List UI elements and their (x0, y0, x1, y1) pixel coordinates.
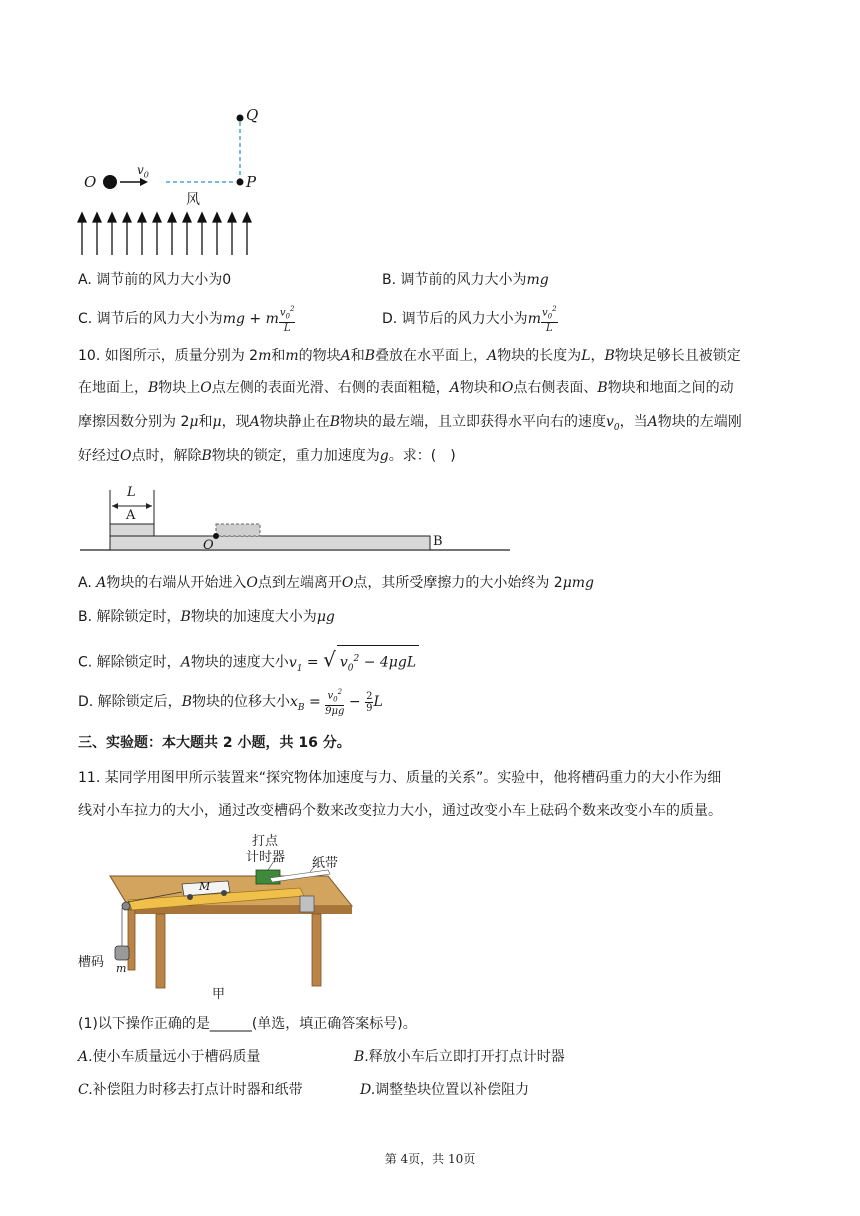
q11-sub1-option-d: D.调整垫块位置以补偿阻力 (360, 1082, 530, 1098)
label-jia: 甲 (212, 987, 226, 1002)
q10-option-c: C. 解除锁定时，A物块的速度大小$v_1$ = √ $v_0^2 - 4\mu gL$ (78, 645, 419, 681)
q11-sub1-option-a: A.使小车质量远小于槽码质量 (78, 1049, 261, 1065)
q11-sub1-stem: (1)以下操作正确的是______(单选，填正确答案标号)。 (78, 1016, 417, 1032)
label-timer-1: 打点 (252, 834, 279, 849)
label-o-2: O (203, 538, 214, 553)
q10-option-b: B. 解除锁定时，B物块的加速度大小为μg (78, 609, 335, 625)
point-q (237, 115, 244, 122)
q11-line-1: 11. 某同学用图甲所示装置来“探究物体加速度与力、质量的关系”。实验中，他将槽码重力的大小作为细 (78, 770, 722, 786)
label-b: B (433, 534, 443, 549)
q10-line-1: 10. 如图所示，质量分别为 2m和m的物块A和B叠放在水平面上，A物块的长度为L，B物块足够长且被锁定 (78, 348, 741, 364)
wind-arrows (78, 213, 251, 255)
table-leg (156, 914, 165, 988)
ball-o (103, 175, 117, 189)
label-q: Q (246, 106, 259, 124)
q9-option-b: B. 调节前的风力大小为mg (382, 272, 549, 288)
q9-option-a: A. 调节前的风力大小为0 (78, 272, 232, 288)
label-m-weight: m (116, 962, 127, 975)
label-weight: 槽码 (78, 955, 105, 970)
block-a (110, 524, 154, 536)
label-o: O (84, 173, 97, 191)
pulley (122, 902, 130, 910)
label-p: P (246, 173, 257, 191)
label-timer-2: 计时器 (246, 850, 286, 865)
q10-line-4: 好经过O点时，解除B物块的锁定，重力加速度为g。求：( ) (78, 448, 456, 464)
block-b (110, 536, 430, 550)
label-m-cart: M (199, 880, 211, 893)
q10-line-3: 摩擦因数分别为 2μ和μ，现A物块静止在B物块的最左端，且立即获得水平向右的速度$v_0$，当A物块的左端刚 (78, 414, 742, 433)
label-a: A (126, 508, 136, 523)
label-v0: $v_0$ (137, 163, 149, 180)
q11-sub1-option-c: C.补偿阻力时移去打点计时器和纸带 (78, 1082, 303, 1098)
q10-line-2: 在地面上，B物块上O点左侧的表面光滑、右侧的表面粗糙，A物块和O点右侧表面、B物块和地面之间的动 (78, 380, 734, 396)
label-l: L (127, 485, 136, 500)
section-3-heading: 三、实验题：本大题共 2 小题，共 16 分。 (78, 735, 351, 751)
q10-option-a: A. A物块的右端从开始进入O点到左端离开O点，其所受摩擦力的大小始终为 2μmg (78, 575, 595, 591)
label-tape: 纸带 (312, 856, 339, 871)
label-wind: 风 (186, 192, 200, 208)
q9-option-c: C. 调节后的风力大小为mg + m $\frac{v_0^2}{L}$ (78, 305, 295, 335)
point-p (237, 179, 244, 186)
blocks-figure (80, 484, 520, 556)
page-footer: 第 4页，共 10页 (384, 1152, 476, 1166)
weight (115, 946, 129, 960)
q11-line-2: 线对小车拉力的大小，通过改变槽码个数来改变拉力大小，通过改变小车上砝码个数来改变小车的质量。 (78, 803, 722, 819)
q11-sub1-option-b: B.释放小车后立即打开打点计时器 (354, 1049, 565, 1065)
block-a-ghost (216, 524, 260, 536)
q10-option-d: D. 解除锁定后，B物块的位移大小$x_B$ = $\frac{v_0^2}{9\mu g}$ − $\frac{2}{9}$ L (78, 688, 383, 718)
q9-option-d: D. 调节后的风力大小为m $\frac{v_0^2}{L}$ (382, 305, 557, 335)
